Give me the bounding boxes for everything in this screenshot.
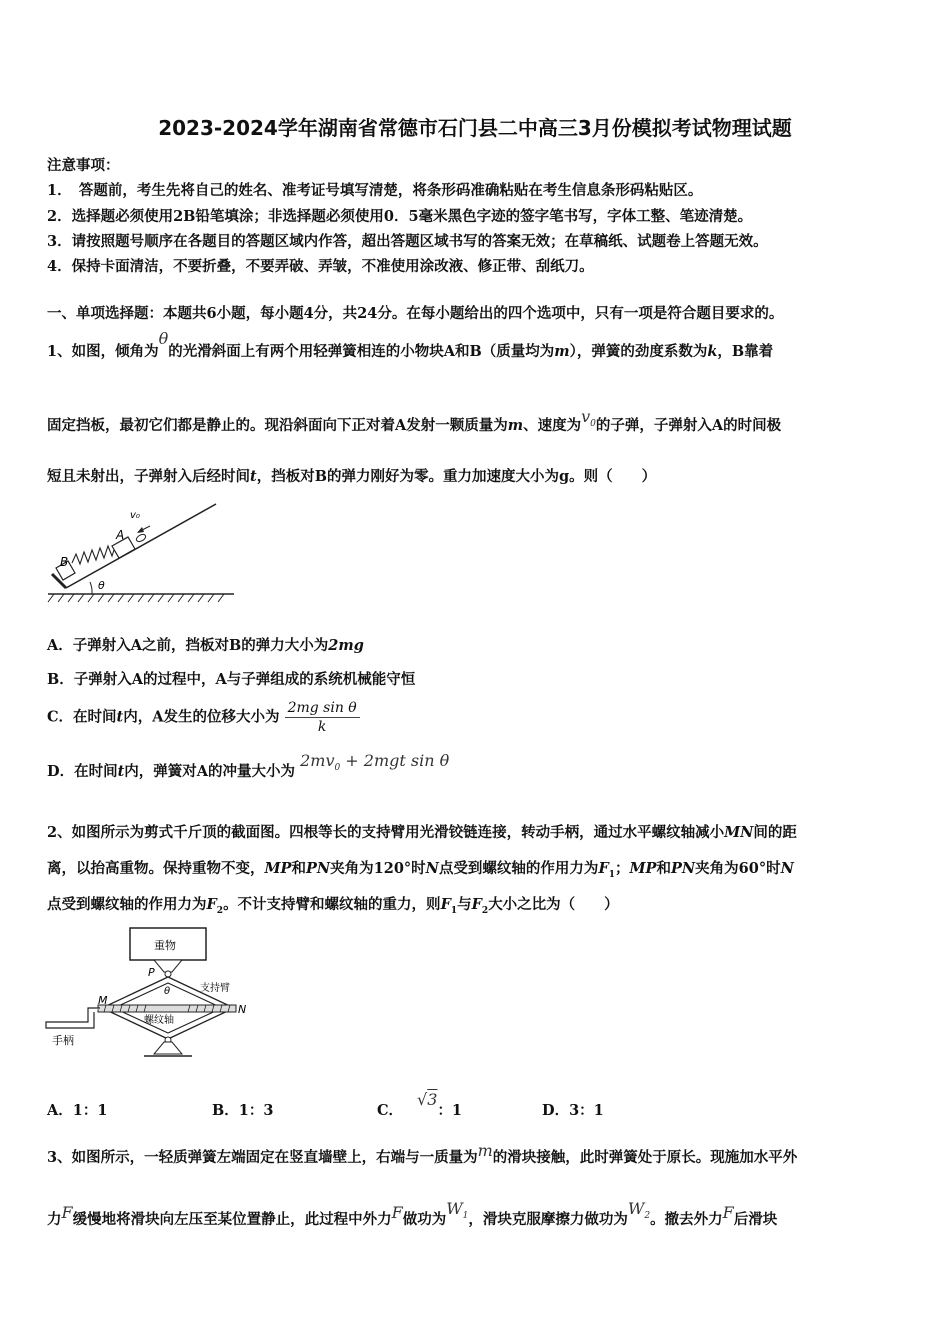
label-p: P	[148, 966, 155, 979]
section-heading: 一、单项选择题：本题共6小题，每小题4分，共24分。在每小题给出的四个选项中，只有一项是符合题目要求的。	[47, 305, 784, 322]
label-theta: θ	[164, 986, 171, 997]
label-m: M	[98, 994, 108, 1007]
label-v0: v₀	[130, 510, 140, 521]
notice-item: 4．保持卡面清洁，不要折叠，不要弄破、弄皱，不准使用涂改液、修正带、刮纸刀。	[47, 258, 594, 275]
bullet	[135, 533, 147, 543]
q2-option-a: A．1：1	[47, 1102, 108, 1119]
q1-option-a: A．子弹射入A之前，挡板对B的弹力大小为2mg	[47, 637, 364, 654]
incline-surface	[66, 504, 216, 588]
exam-title: 2023-2024学年湖南省常德市石门县二中高三3月份模拟考试物理试题	[158, 116, 792, 140]
q3-line1: 3、如图所示，一轻质弹簧左端固定在竖直墙壁上，右端与一质量为m的滑块接触，此时弹簧处于原长。现施加水平外	[47, 1141, 798, 1166]
q2-option-d: D．3：1	[542, 1102, 604, 1119]
notice-item: 2．选择题必须使用2B铅笔填涂；非选择题必须使用0．5毫米黑色字迹的签字笔书写，字体工整、笔迹清楚。	[47, 208, 753, 225]
incline-figure	[46, 496, 236, 608]
spring	[72, 544, 116, 564]
q1-line2: 固定挡板，最初它们都是静止的。现沿斜面向下正对着A发射一颗质量为m、速度为$v_0$的子弹，子弹射入A的时间极	[47, 407, 782, 434]
label-screw: 螺纹轴	[144, 1015, 174, 1026]
notice-item: 3．请按照题号顺序在各题目的答题区域内作答，超出答题区域书写的答案无效；在草稿纸、试题卷上答题无效。	[47, 233, 768, 250]
q2-option-b: B．1：3	[212, 1102, 274, 1119]
q2-line3: 点受到螺纹轴的作用力为$F_2$。不计支持臂和螺纹轴的重力，则$F_1$与$F_2$大小之比为（ ）	[47, 896, 619, 916]
q2-line1: 2、如图所示为剪式千斤顶的截面图。四根等长的支持臂用光滑铰链连接，转动手柄，通过水平螺纹轴减小MN间的距	[47, 824, 797, 841]
q1-option-d: D．在时间t内，弹簧对A的冲量大小为 $2mv_0 + 2mgt$ sin θ	[47, 751, 450, 780]
theta-symbol: θ	[158, 329, 169, 348]
label-arm: 支持臂	[200, 983, 230, 994]
notice-item: 1． 答题前，考生先将自己的姓名、准考证号填写清楚，将条形码准确粘贴在考生信息条形码粘贴区。	[47, 182, 703, 199]
q2-option-c: C．√3：1	[377, 1090, 463, 1119]
q1-line1: 1、如图，倾角为θ的光滑斜面上有两个用轻弹簧相连的小物块A和B（质量均为m），弹簧的劲度系数为k，B靠着	[47, 329, 774, 360]
ground-hatch	[48, 594, 224, 602]
label-n: N	[238, 1003, 247, 1016]
handle	[46, 1008, 100, 1028]
q1-line3: 短且未射出，子弹射入后经时间t，挡板对B的弹力刚好为零。重力加速度大小为g。则（ ）	[47, 468, 657, 485]
screw-shaft	[98, 1005, 236, 1012]
q1-option-b: B．子弹射入A的过程中，A与子弹组成的系统机械能守恒	[47, 671, 416, 688]
label-theta: θ	[98, 579, 105, 592]
fraction: $\frac{\text{2mg sin θ}}{k}$	[285, 700, 360, 735]
q1-option-c: C．在时间t内，A发生的位移大小为 $\frac{\text{2mg sin θ}}{k}$	[47, 700, 360, 735]
label-a: A	[116, 528, 125, 542]
notice-heading: 注意事项：	[47, 157, 120, 174]
label-b: B	[60, 555, 69, 569]
jack-figure	[44, 924, 259, 1059]
label-handle: 手柄	[52, 1034, 74, 1047]
q2-line2: 离，以抬高重物。保持重物不变，MP和PN夹角为120°时N点受到螺纹轴的作用力为$F_1$；MP和PN夹角为60°时N	[47, 860, 794, 880]
q3-line2: 力F缓慢地将滑块向左压至某位置静止，此过程中外力F做功为$W_1$，滑块克服摩擦力做功为$W_2$。撤去外力F后滑块	[47, 1199, 778, 1228]
label-weight: 重物	[154, 939, 176, 952]
